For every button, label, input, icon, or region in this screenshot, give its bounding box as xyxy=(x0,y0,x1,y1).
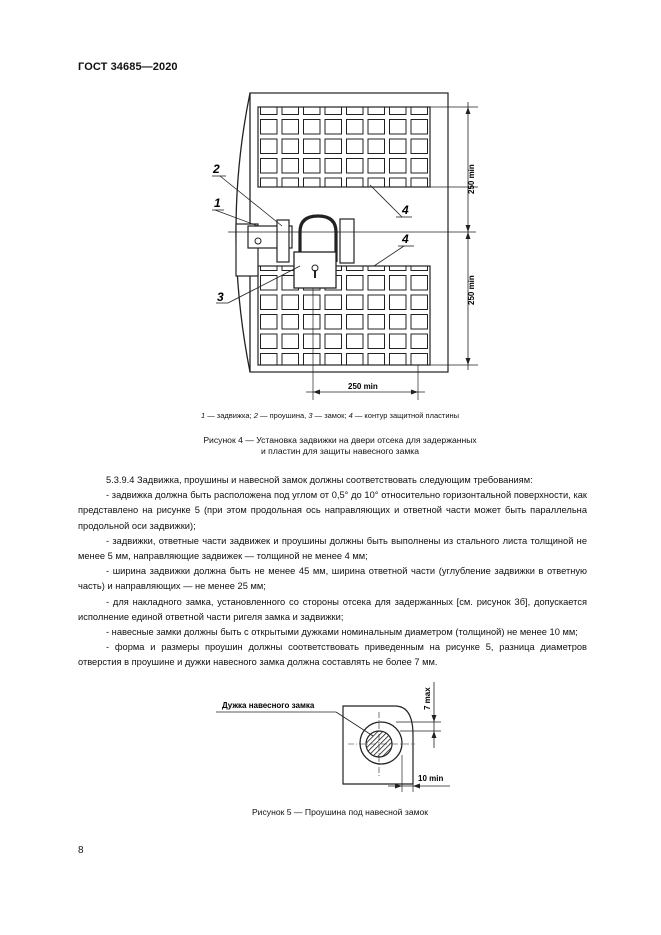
callout-2: 2 xyxy=(213,162,220,176)
figure-4-legend: 1 — задвижка; 2 — проушина, 3 — замок; 4 — контур защитной пластины xyxy=(200,411,460,420)
callout-4-upper: 4 xyxy=(402,203,409,217)
lower-protective-plate xyxy=(258,266,430,365)
upper-protective-plate xyxy=(258,107,430,187)
req-eye-dimensions: - форма и размеры проушин должны соответствовать приведенным на рисунке 5, разница диаметров отверстия в проушине и дужки навесного замка должна составлять не более 7 мм. xyxy=(78,642,587,668)
figure-4-drawing xyxy=(0,0,661,400)
bolt-guide xyxy=(277,220,289,262)
callout-1: 1 xyxy=(214,196,221,210)
req-overhead-lock: - для накладного замка, установленного со стороны отсека для задержанных [см. рисунок 3б], допускается исполнение единой ответной части ригеля замка и задвижки; xyxy=(78,596,587,622)
paragraph-5-3-9-4: 5.3.9.4 Задвижка, проушины и навесной замок должны соответствовать следующим требованиям: xyxy=(106,475,533,485)
figure-5-caption: Рисунок 5 — Проушина под навесной замок xyxy=(251,807,429,817)
page-number: 8 xyxy=(78,845,84,856)
figure-5-drawing xyxy=(0,660,661,800)
callout-4-lower: 4 xyxy=(402,232,409,246)
shackle-label: Дужка навесного замка xyxy=(222,701,315,710)
document-header: ГОСТ 34685—2020 xyxy=(78,61,178,73)
figure-4-caption: Рисунок 4 — Установка задвижки на двери отсека для задержанных и пластин для защиты навесного замка xyxy=(203,435,477,456)
dim-upper-label: 250 min xyxy=(467,164,476,194)
req-bolt-width: - ширина задвижки должна быть не менее 45 мм, ширина ответной части (углубление задвижки в ответную часть) и направляющих — не менее 25 мм; xyxy=(78,566,587,592)
hasp-eye xyxy=(340,219,354,263)
req-padlock-shackle: - навесные замки должны быть с открытыми дужками номинальным диаметром (толщиной) не менее 10 мм; xyxy=(106,627,578,638)
dim-7max-label: 7 max xyxy=(423,687,432,710)
dim-bottom-label: 250 min xyxy=(348,382,378,391)
dim-10min-label: 10 min xyxy=(418,774,444,783)
req-material-thickness: - задвижки, ответные части задвижек и проушины должны быть выполнены из стального листа толщиной не менее 5 мм, направляющие задвижек — толщиной не менее 4 мм; xyxy=(78,535,587,562)
callout-3: 3 xyxy=(217,290,224,304)
dim-lower-label: 250 min xyxy=(467,275,476,305)
requirements-text xyxy=(78,473,587,671)
req-bolt-angle: - задвижка должна быть расположена под углом от 0,5° до 10° относительно горизонтальной поверхности, как представлено на рисунке 5 (при этом продольная ось направляющих и ответной части может быть параллельна продольной оси задвижки); xyxy=(78,490,587,531)
